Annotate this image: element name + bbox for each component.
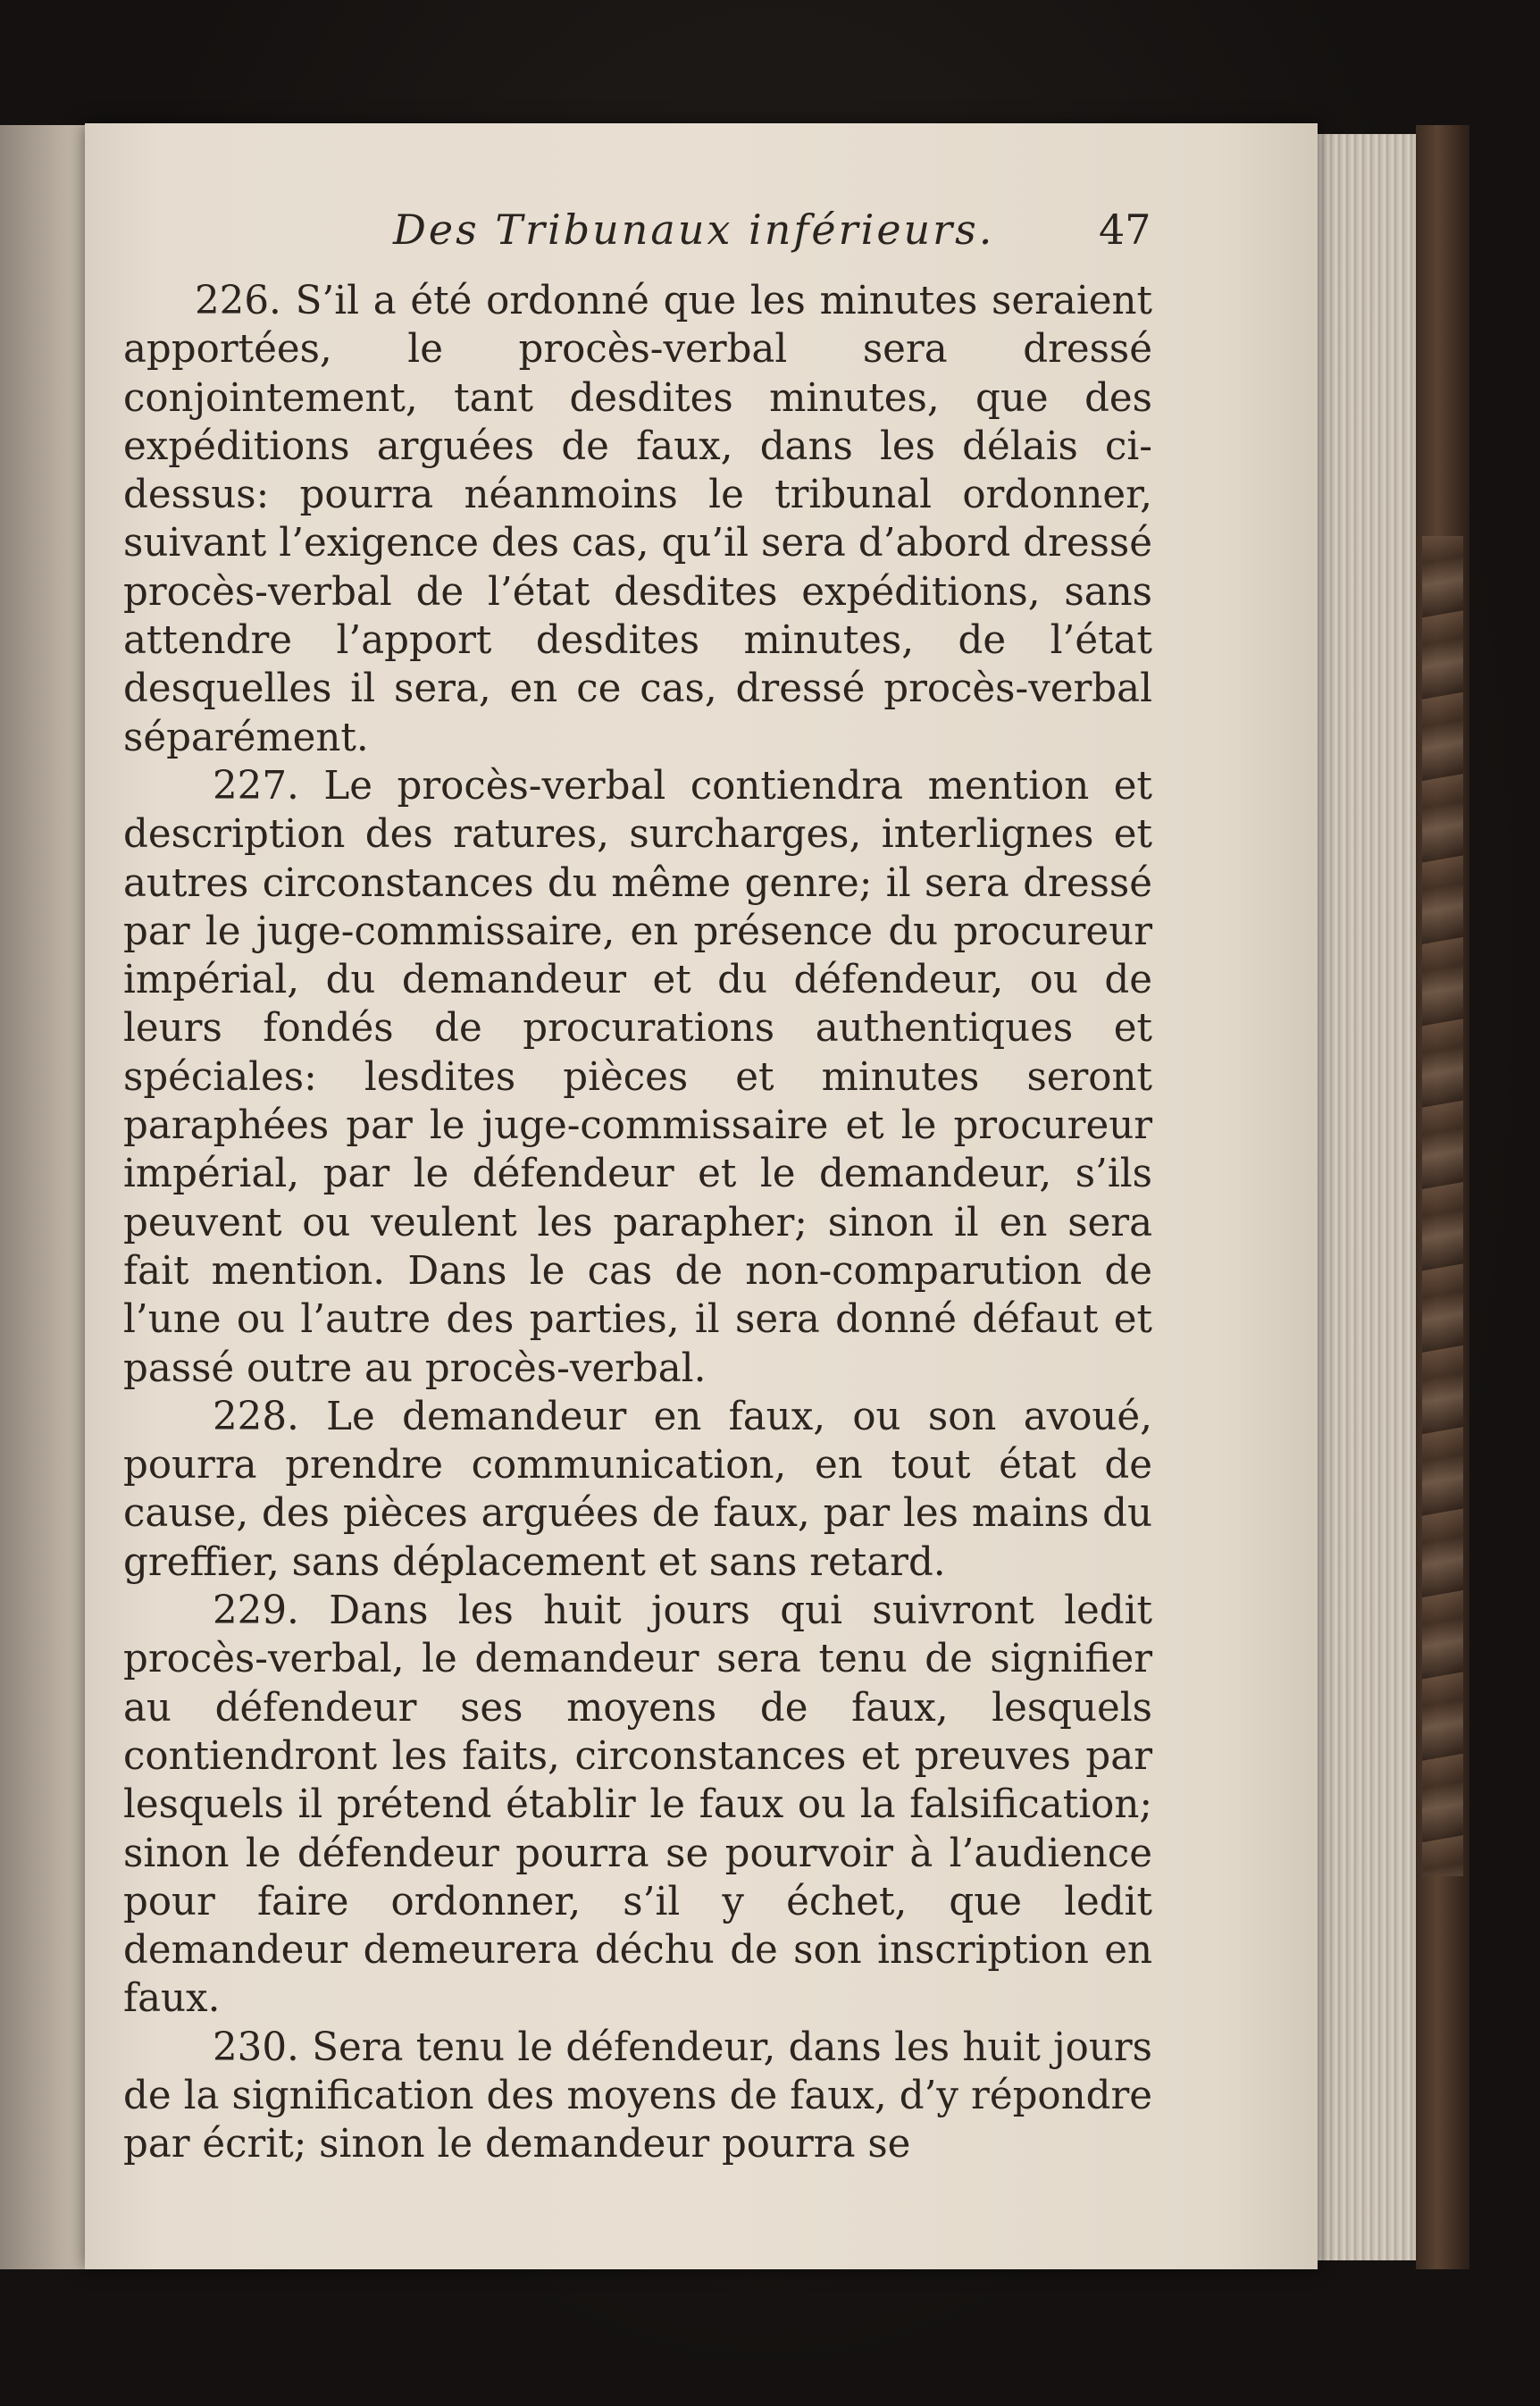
article-229: 229. Dans les huit jours qui suivront ledit procès-verbal, le demandeur sera tenu de signifier au défendeur ses moyens de faux, lesquels contiendront les faits, circonstances et preuves par lesquels il prétend établir le faux ou la falsification; sinon le défendeur pourra se pourvoir à l’audience pour faire ordonner, s’il y échet, que ledit demandeur demeurera déchu de son inscription en faux. <box>123 1589 1152 2022</box>
article-226: 226. S’il a été ordonné que les minutes seraient apportées, le procès-verbal sera dressé conjointement, tant desdites minutes, que des expéditions arguées de faux, dans les délais ci-dessus: pourra néanmoins le tribunal ordonner, suivant l’exigence des cas, qu’il sera d’abord dressé procès-verbal de l’état desdites expéditions, sans attendre l’apport desdites minutes, de l’état desquelles il sera, en ce cas, dressé procès-verbal séparément. <box>123 279 1152 760</box>
spine-marbling <box>1422 536 1463 1876</box>
running-header <box>393 197 1197 268</box>
body-text <box>123 277 1152 2169</box>
facing-page-edge <box>0 125 98 2269</box>
page-stack-edge <box>1318 134 1416 2260</box>
running-title: Des Tribunaux inférieurs. <box>393 205 995 254</box>
article-230: 230. Sera tenu le défendeur, dans les huit jours de la signification des moyens de faux, d’y répondre par écrit; sinon le demandeur pourra se <box>123 2025 1152 2167</box>
article-228: 228. Le demandeur en faux, ou son avoué, pourra prendre communication, en tout état de cause, des pièces arguées de faux, par les mains du greffier, sans déplacement et sans retard. <box>123 1394 1152 1585</box>
article-227: 227. Le procès-verbal contiendra mention et description des ratures, surcharges, interlignes et autres circonstances du même genre; il sera dressé par le juge-commissaire, en présence du procureur impérial, du demandeur et du défendeur, ou de leurs fondés de procurations authentiques et spéciales: lesdites pièces et minutes seront paraphées par le juge-commissaire et le procureur impérial, par le défendeur et le demandeur, s’ils peuvent ou veulent les parapher; sinon il en sera fait mention. Dans le cas de non-comparution de l’une ou l’autre des parties, il sera donné défaut et passé outre au procès-verbal. <box>123 763 1152 1391</box>
page-number: 47 <box>1099 205 1151 254</box>
